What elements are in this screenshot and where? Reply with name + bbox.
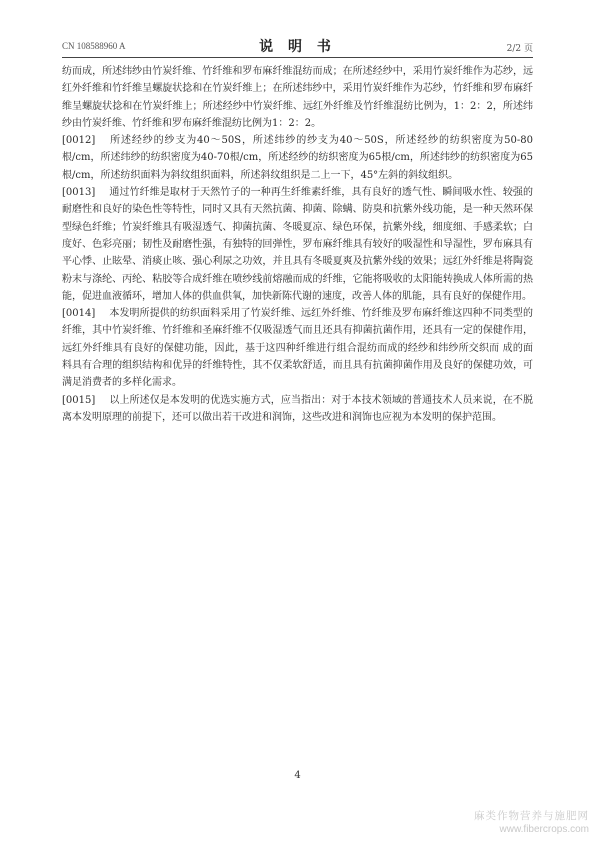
paragraph-number: [0015] (62, 394, 96, 406)
header-divider (62, 57, 533, 58)
page-indicator: 2/2 页 (506, 44, 533, 54)
description-body (62, 63, 533, 426)
paragraph-text: 以上所述仅是本发明的优选实施方式，应当指出：对于本技术领域的普通技术人员来说，在不脱离本发明原理的前提下，还可以做出若干改进和润饰，这些改进和润饰也应视为本发明的保护范围。 (62, 394, 533, 423)
paragraph-0014 (62, 305, 533, 391)
paragraph-text: 通过竹纤维是取材于天然竹子的一种再生纤维素纤维，具有良好的透气性、瞬间吸水性、较强的耐磨性和良好的染色性等特性，同时又具有天然抗菌、抑菌、除螨、防臭和抗紫外线功能，是一种天然环保型绿色纤维；竹炭纤维具有吸湿透气、抑菌抗菌、冬暖夏凉、绿色环保，抗紫外线，细度细、手感柔软；白度好、色彩亮丽；韧性及耐磨性强，有独特的回弹性，罗布麻纤维具有较好的吸湿性和导湿性，罗布麻具有平心悸、止眩晕、消痰止咳、强心利尿之功效，并且具有冬暖夏爽及抗紫外线的效果；远红外纤维是将陶瓷粉末与涤纶、丙纶、粘胶等合成纤维在喷纱线前熔融而成的纤维，它能将吸收的太阳能转换成人体所需的热能，促进血液循环，增加人体的供血供氧，加快新陈代谢的速度，改善人体的肌能，具有良好的保健作用。 (62, 187, 533, 302)
paragraph-text: 本发明所提供的纺织面料采用了竹炭纤维、远红外纤维、竹纤维及罗布麻纤维这四种不同类型的纤维，其中竹炭纤维、竹纤维和圣麻纤维不仅吸湿透气而且还具有抑菌抗菌作用，还具有一定的保健作用，远红外纤维具有良好的保健功能，因此，基于这四种纤维进行组合混纺而成的经纱和纬纱所交织而 成的面料具有合理的组织结构和优异的纤维特性，其不仅柔软舒适，而且具有抗菌抑菌作用及良好的保健功效，可满足消费者的多样化需求。 (62, 308, 533, 389)
page-number: 4 (294, 770, 301, 781)
paragraph-text: 纺而成，所述纬纱由竹炭纤维、竹纤维和罗布麻纤维混纺而成；在所述经纱中，采用竹炭纤维作为芯纱，远红外纤维和竹纤维呈螺旋状捻和在竹炭纤维上；在所述纬纱中，采用竹炭纤维作为芯纱，竹纤维和罗布麻纤维呈螺旋状捻和在竹炭纤维上；所述经纱中竹炭纤维、远红外纤维及竹纤维混纺比例为，1：2：2，所述纬纱由竹炭纤维、竹纤维和罗布麻纤维混纺比例为1：2：2。 (62, 66, 533, 129)
patent-number: CN 108588960 A (62, 41, 126, 51)
paragraph-0012 (62, 132, 533, 184)
paragraph-number: [0013] (62, 187, 96, 199)
paragraph-0013 (62, 184, 533, 305)
document-title: 说 明 书 (259, 39, 336, 55)
paragraph-continued (62, 63, 533, 132)
watermark-site-name: 麻类作物营养与施肥网 (474, 810, 589, 822)
paragraph-number: [0012] (62, 135, 96, 147)
paragraph-0015 (62, 392, 533, 427)
paragraph-number: [0014] (62, 308, 96, 320)
paragraph-text: 所述经纱的纱支为40～50S，所述纬纱的纱支为40～50S，所述经纱的纺织密度为50-80根/cm，所述纬纱的纺织密度为40-70根/cm，所述经纱的纺织密度为65根/cm，所述纬纱的纺织密度为65根/cm，所述纺织面料为斜纹组织面料，所述斜纹组织是二上一下，45°左斜的斜纹组织。 (62, 135, 533, 181)
page-header (62, 36, 533, 56)
watermark-url: www.fibercrops.com (499, 824, 589, 835)
site-watermark (474, 810, 589, 836)
